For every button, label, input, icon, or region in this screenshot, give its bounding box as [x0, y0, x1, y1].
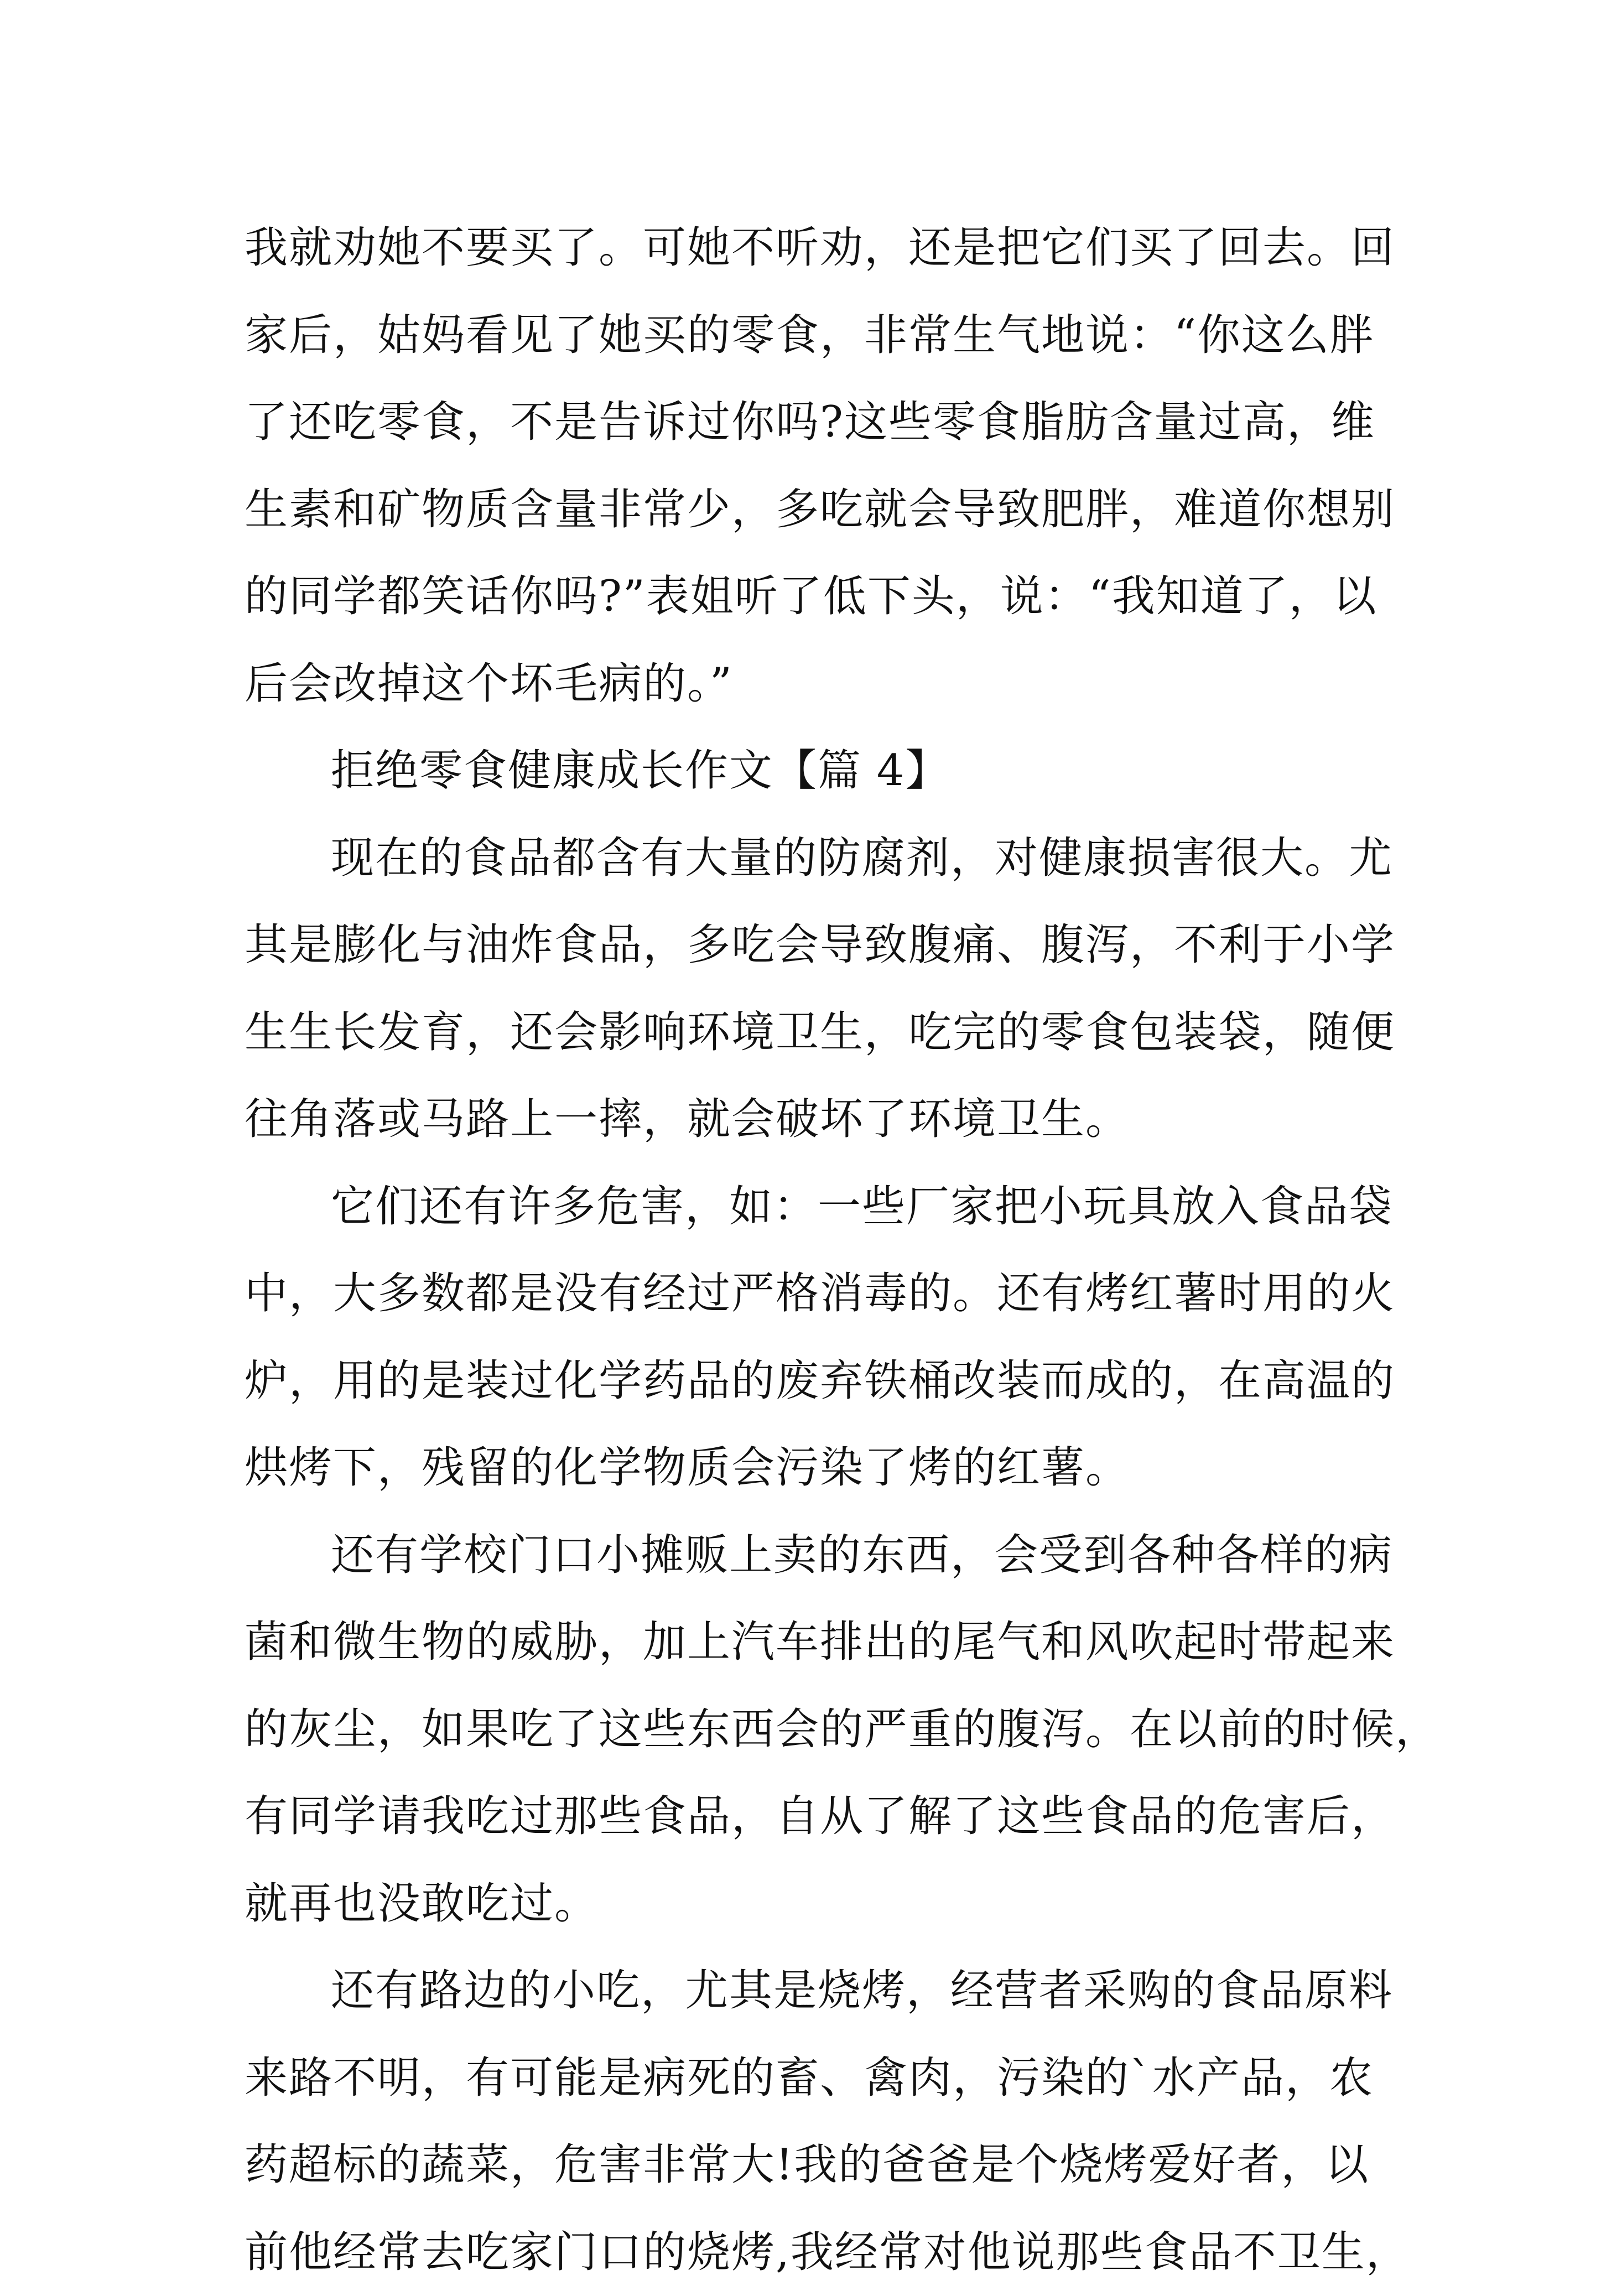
text-line: 往角落或马路上一摔，就会破坏了环境卫生。	[245, 1076, 1384, 1163]
text-line: 后会改掉这个坏毛病的。”	[245, 641, 1384, 728]
text-line: 就再也没敢吃过。	[245, 1861, 1384, 1948]
section-heading: 拒绝零食健康成长作文【篇 4】	[245, 728, 1384, 815]
text-line: 生素和矿物质含量非常少，多吃就会导致肥胖，难道你想别	[245, 466, 1384, 554]
text-line: 的灰尘，如果吃了这些东西会的严重的腹泻。在以前的时候，	[245, 1686, 1384, 1774]
text-line: 炉，用的是装过化学药品的废弃铁桶改装而成的，在高温的	[245, 1338, 1384, 1425]
text-line: 现在的食品都含有大量的防腐剂，对健康损害很大。尤	[245, 815, 1384, 902]
text-line: 来路不明，有可能是病死的畜、禽肉，污染的`水产品，农	[245, 2035, 1384, 2122]
text-line: 烘烤下，残留的化学物质会污染了烤的红薯。	[245, 1425, 1384, 1512]
text-line: 中，大多数都是没有经过严格消毒的。还有烤红薯时用的火	[245, 1250, 1384, 1338]
text-line: 前他经常去吃家门口的烧烤,我经常对他说那些食品不卫生，	[245, 2209, 1384, 2296]
text-line: 家后，姑妈看见了她买的零食，非常生气地说：“你这么胖	[245, 292, 1384, 380]
text-line: 我就劝她不要买了。可她不听劝，还是把它们买了回去。回	[245, 205, 1384, 292]
text-line: 菌和微生物的威胁，加上汽车排出的尾气和风吹起时带起来	[245, 1599, 1384, 1686]
text-line: 药超标的蔬菜，危害非常大!我的爸爸是个烧烤爱好者，以	[245, 2122, 1384, 2209]
document-body	[245, 205, 1384, 2296]
text-line: 还有学校门口小摊贩上卖的东西，会受到各种各样的病	[245, 1512, 1384, 1599]
text-line: 还有路边的小吃，尤其是烧烤，经营者采购的食品原料	[245, 1947, 1384, 2035]
text-line: 它们还有许多危害，如：一些厂家把小玩具放入食品袋	[245, 1163, 1384, 1251]
text-line: 有同学请我吃过那些食品，自从了解了这些食品的危害后，	[245, 1773, 1384, 1861]
text-line: 其是膨化与油炸食品，多吃会导致腹痛、腹泻，不利于小学	[245, 902, 1384, 989]
text-line: 生生长发育，还会影响环境卫生，吃完的零食包装袋，随便	[245, 989, 1384, 1077]
text-line: 的同学都笑话你吗?”表姐听了低下头，说：“我知道了，以	[245, 553, 1384, 641]
text-line: 了还吃零食，不是告诉过你吗?这些零食脂肪含量过高，维	[245, 379, 1384, 466]
